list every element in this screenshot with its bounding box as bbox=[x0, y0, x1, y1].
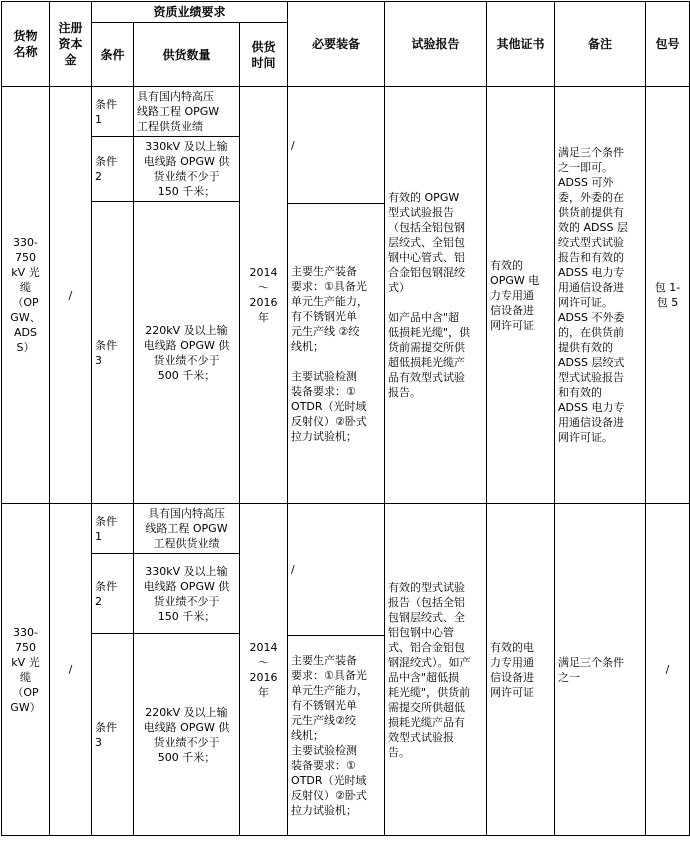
header-supply-quantity: 供货数量 bbox=[134, 23, 240, 87]
other-cert-cell: 有效的 OPGW 电 力专用通 信设备进 网许可证 bbox=[487, 87, 555, 504]
supply-quantity-cell: 220kV 及以上输 电线路 OPGW 供 货业绩不少于 500 千米； bbox=[134, 202, 240, 504]
header-test-report: 试验报告 bbox=[385, 2, 487, 87]
header-registered-capital: 注册 资本 金 bbox=[50, 2, 92, 87]
header-package-no: 包号 bbox=[646, 2, 690, 87]
header-remarks: 备注 bbox=[555, 2, 646, 87]
qualification-table bbox=[1, 1, 690, 836]
header-required-equipment: 必要装备 bbox=[288, 2, 385, 87]
condition-label: 条件 3 bbox=[92, 634, 134, 836]
condition-label: 条件 2 bbox=[92, 554, 134, 634]
registered-capital-cell: / bbox=[50, 87, 92, 504]
equipment-main-cell: 主要生产装备 要求：①具备光 单元生产能力， 有不锈钢光单 元生产线 ②绞 线机； 主要试验检测 装备要求：① OTDR（光时域 反射仪）②卧式 拉力试验机； bbox=[288, 204, 385, 504]
package-no-cell: 包 1- 包 5 bbox=[646, 87, 690, 504]
test-report-cell: 有效的 OPGW 型式试验报告 （包括全铝包钢 层绞式、全铝包 钢中心管式、铝 合金铝包钢混绞 式） 如产品中含"超 低损耗光缆"，供 货前需提交所供 超低损耗光缆产 品有效型式试验 报告。 bbox=[385, 87, 487, 504]
supply-quantity-cell: 具有国内特高压 线路工程 OPGW 工程供货业绩 bbox=[134, 87, 240, 137]
registered-capital-cell: / bbox=[50, 504, 92, 836]
supply-time-cell: 2014 ～ 2016 年 bbox=[240, 87, 288, 504]
test-report-cell: 有效的型式试验 报告（包括全铝 包钢层绞式、全 铝包钢中心管 式、铝合金铝包 钢混绞式）。如产 品中含"超低损 耗光缆"，供货前 需提交所供超低 损耗光缆产品有 效型式试验报 告。 bbox=[385, 504, 487, 836]
supply-quantity-cell: 220kV 及以上输 电线路 OPGW 供 货业绩不少于 500 千米； bbox=[134, 634, 240, 836]
remarks-cell: 满足三个条件 之一 bbox=[555, 504, 646, 836]
supply-quantity-cell: 具有国内特高压 线路工程 OPGW 工程供货业绩 bbox=[134, 504, 240, 554]
remarks-cell: 满足三个条件 之一即可。 ADSS 可外 委，外委的在 供货前提供有 效的 ADSS 层 绞式型式试验 报告和有效的 ADSS 电力专 用通信设备进 网许可证。 ADSS 不外委 的，在供货前 提供有效的 ADSS 层绞式 型式试验报告 和有效的 ADSS 电力专 用通信设备进 网许可证。 bbox=[555, 87, 646, 504]
header-condition: 条件 bbox=[92, 23, 134, 87]
supply-time-cell: 2014 ～ 2016 年 bbox=[240, 504, 288, 836]
goods-name-cell: 330- 750 kV 光 缆 （OP GW） bbox=[2, 504, 50, 836]
equipment-top-cell: / bbox=[288, 87, 385, 204]
condition-label: 条件 3 bbox=[92, 202, 134, 504]
goods-name-cell: 330- 750 kV 光 缆 （OP GW、 ADS S） bbox=[2, 87, 50, 504]
header-supply-time: 供货 时间 bbox=[240, 23, 288, 87]
equipment-main-cell: 主要生产装备 要求：①具备光 单元生产能力， 有不锈钢光单 元生产线②绞 线机； 主要试验检测 装备要求：① OTDR（光时域 反射仪）②卧式 拉力试验机； bbox=[288, 636, 385, 836]
condition-label: 条件 1 bbox=[92, 504, 134, 554]
condition-label: 条件 2 bbox=[92, 137, 134, 202]
equipment-top-cell: / bbox=[288, 504, 385, 636]
other-cert-cell: 有效的电 力专用通 信设备进 网许可证 bbox=[487, 504, 555, 836]
supply-quantity-cell: 330kV 及以上输 电线路 OPGW 供 货业绩不少于 150 千米； bbox=[134, 137, 240, 202]
header-other-cert: 其他证书 bbox=[487, 2, 555, 87]
package-no-cell: / bbox=[646, 504, 690, 836]
header-qualification: 资质业绩要求 bbox=[92, 2, 288, 23]
supply-quantity-cell: 330kV 及以上输 电线路 OPGW 供 货业绩不少于 150 千米； bbox=[134, 554, 240, 634]
condition-label: 条件 1 bbox=[92, 87, 134, 137]
header-goods-name: 货物 名称 bbox=[2, 2, 50, 87]
